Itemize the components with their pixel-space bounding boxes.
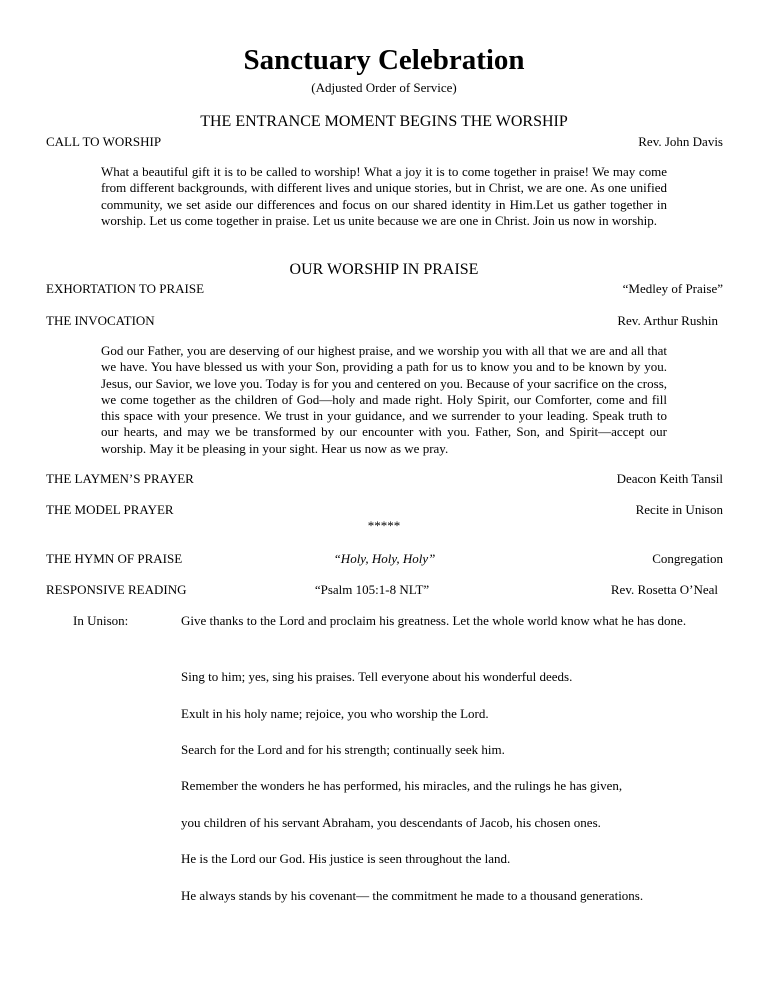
responsive-reading-row: [46, 582, 718, 600]
call-to-worship-leader: Rev. John Davis: [638, 134, 723, 149]
unison-line: He is the Lord our God. His justice is seen throughout the land.: [181, 851, 511, 866]
responsive-reading-title: “Psalm 105:1-8 NLT”: [314, 582, 430, 597]
model-prayer-label: THE MODEL PRAYER: [46, 502, 174, 517]
unison-line: Exult in his holy name; rejoice, you who worship the Lord.: [181, 706, 489, 721]
hymn-label: THE HYMN OF PRAISE: [46, 551, 183, 566]
call-to-worship-row: [46, 134, 723, 152]
unison-line: Remember the wonders he has performed, his miracles, and the rulings he has given,: [181, 778, 623, 793]
section-heading-entrance: THE ENTRANCE MOMENT BEGINS THE WORSHIP: [200, 113, 568, 130]
exhortation-row: [46, 281, 723, 299]
hymn-title: “Holy, Holy, Holy”: [333, 551, 436, 566]
invocation-paragraph: God our Father, you are deserving of our highest praise, and we worship you with all that we are and all that we have. You have blessed us with your Son, providing a path for us to know you and to be known by you. Jesus, our Savior, we love you. Today is for you and centered on you. Because of your sacrifice on the cross, we come together as the children of God—holy and made right. Holy Spirit, our Comforter, come and fill this space with your presence. We trust in your guidance, and we surrender to your leading. Speak truth to our hearts, and may we be transformed by our encounter with you. Father, Son, and Spirit—accept our worship. May it be pleasing in your sight. Hear us now as we pray.: [101, 343, 667, 456]
model-prayer-detail: Recite in Unison: [635, 502, 723, 517]
unison-label: In Unison:: [73, 613, 129, 628]
hymn-row: [46, 551, 723, 569]
section-heading-praise: OUR WORSHIP IN PRAISE: [289, 261, 479, 278]
call-to-worship-paragraph: What a beautiful gift it is to be called to worship! What a joy it is to come together in praise! We may come from different backgrounds, with different lives and unique stories, but in Christ, we are one. As one unified community, we set aside our differences and focus on our shared identity in Him.Let us gather together in worship. Let us come together in praise. Let us unite because we are one in Christ. Join us now in worship.: [101, 164, 667, 228]
section-divider-stars: *****: [367, 518, 401, 533]
responsive-reading-label: RESPONSIVE READING: [46, 582, 187, 597]
hymn-leader: Congregation: [652, 551, 723, 566]
invocation-row: [46, 313, 718, 331]
unison-line: Sing to him; yes, sing his praises. Tell everyone about his wonderful deeds.: [181, 669, 573, 684]
unison-line: Give thanks to the Lord and proclaim his greatness. Let the whole world know what he has done.: [181, 613, 687, 628]
page-title: Sanctuary Celebration: [243, 44, 525, 76]
laymen-prayer-leader: Deacon Keith Tansil: [616, 471, 723, 486]
unison-line: you children of his servant Abraham, you descendants of Jacob, his chosen ones.: [181, 815, 601, 830]
exhortation-label: EXHORTATION TO PRAISE: [46, 281, 205, 296]
exhortation-detail: “Medley of Praise”: [622, 281, 723, 296]
laymen-prayer-row: [46, 471, 723, 489]
responsive-reading-leader: Rev. Rosetta O’Neal: [610, 582, 718, 597]
laymen-prayer-label: THE LAYMEN’S PRAYER: [46, 471, 194, 486]
call-to-worship-label: CALL TO WORSHIP: [46, 134, 162, 149]
invocation-label: THE INVOCATION: [46, 313, 155, 328]
unison-line: Search for the Lord and for his strength; continually seek him.: [181, 742, 505, 757]
page-subtitle: (Adjusted Order of Service): [311, 80, 457, 95]
unison-line: He always stands by his covenant— the commitment he made to a thousand generations.: [181, 888, 644, 903]
invocation-leader: Rev. Arthur Rushin: [617, 313, 718, 328]
